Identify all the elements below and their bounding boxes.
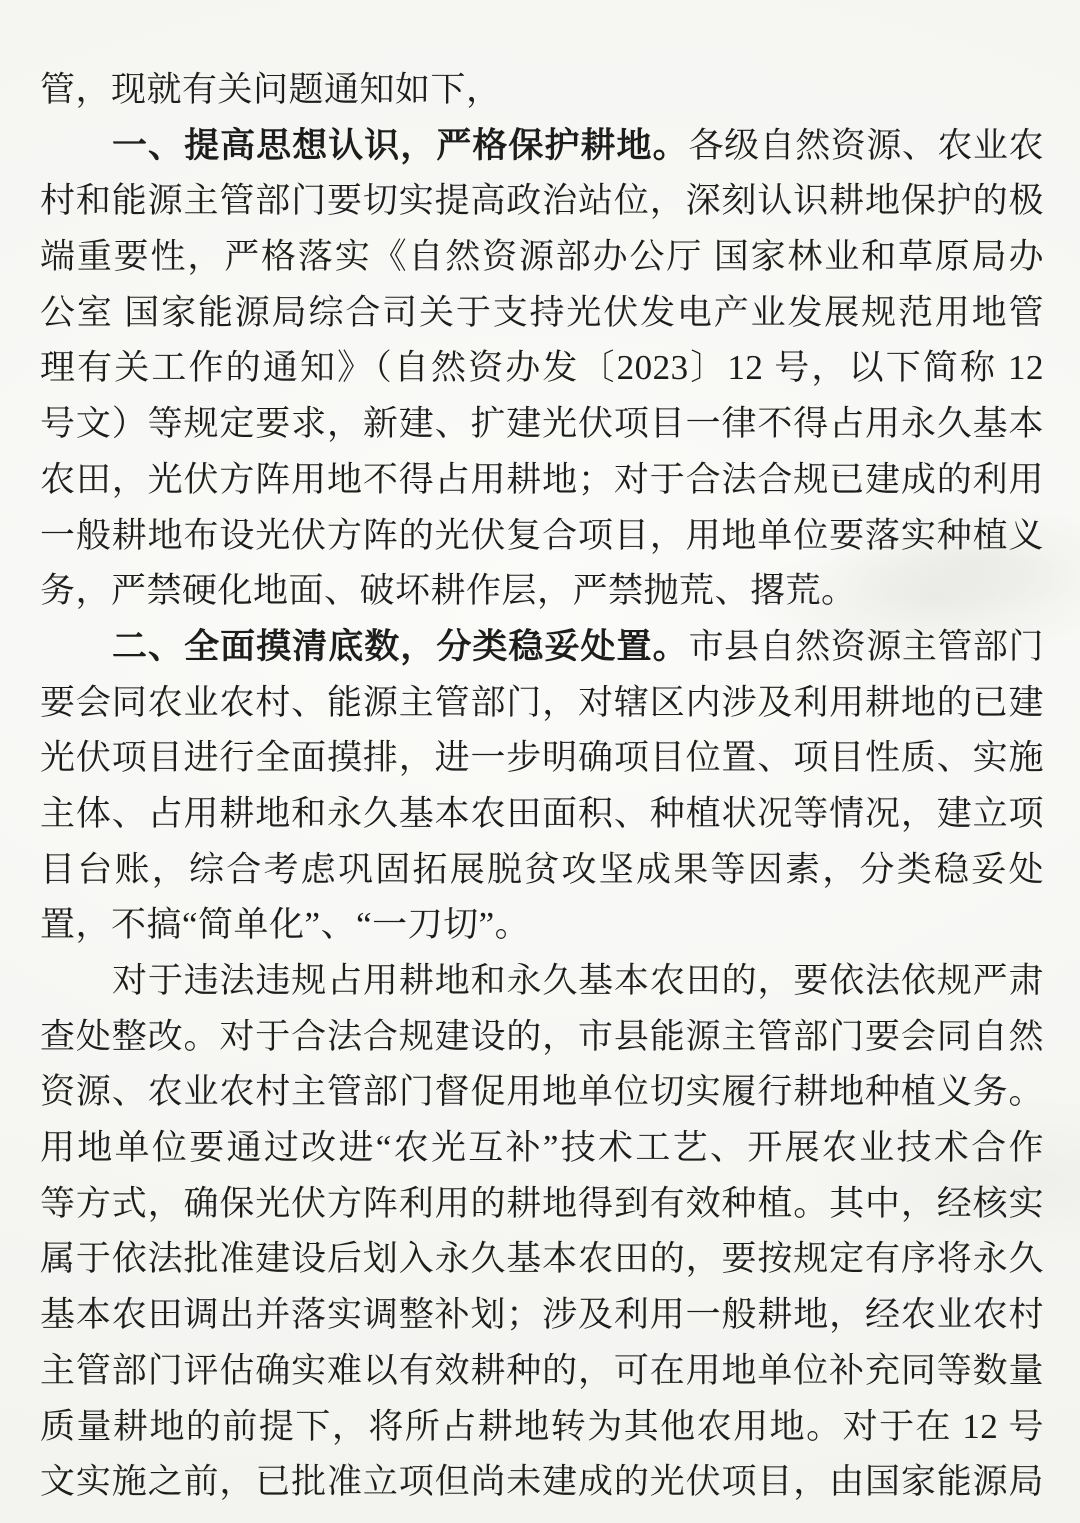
document-line — [40, 1343, 1044, 1399]
line-text: 一般耕地布设光伏方阵的光伏复合项目，用地单位要落实种植义 — [40, 515, 1044, 555]
line-text: 目台账，综合考虑巩固拓展脱贫攻坚成果等因素，分类稳妥处 — [40, 849, 1044, 889]
line-text: 市县自然资源主管部门 — [688, 626, 1044, 666]
section-1-heading: 一、提高思想认识，严格保护耕地。 — [112, 125, 689, 165]
document-line — [40, 508, 1044, 564]
line-text: 文实施之前，已批准立项但尚未建成的光伏项目，由国家能源局 — [40, 1462, 1044, 1502]
document-line — [40, 1287, 1044, 1343]
line-text: 务，严禁硬化地面、破坏耕作层，严禁抛荒、撂荒。 — [40, 571, 857, 611]
line-text: 号文）等规定要求，新建、扩建光伏项目一律不得占用永久基本 — [40, 404, 1044, 444]
line-text: 等方式，确保光伏方阵利用的耕地得到有效种植。其中，经核实 — [40, 1183, 1044, 1223]
line-text: 用地单位要通过改进“农光互补”技术工艺、开展农业技术合作 — [40, 1128, 1044, 1168]
document-line — [40, 675, 1044, 731]
line-text: 资源、农业农村主管部门督促用地单位切实履行耕地种植义务。 — [40, 1072, 1044, 1112]
document-line — [40, 786, 1044, 842]
document-line — [40, 1009, 1044, 1065]
line-text: 公室 国家能源局综合司关于支持光伏发电产业发展规范用地管 — [40, 292, 1044, 332]
line-text: 置，不搞“简单化”、“一刀切”。 — [40, 905, 531, 945]
document-line — [40, 452, 1044, 508]
line-text: 对于违法违规占用耕地和永久基本农田的，要依法依规严肃 — [112, 961, 1044, 1000]
document-line — [40, 1120, 1044, 1176]
line-text: 农田，光伏方阵用地不得占用耕地；对于合法合规已建成的利用 — [40, 459, 1044, 499]
line-text: 理有关工作的通知》（自然资办发〔2023〕12 号，以下简称 12 — [40, 348, 1044, 388]
document-line — [40, 1231, 1044, 1287]
document-line — [40, 396, 1044, 452]
document-line — [40, 563, 1044, 619]
line-text: 主管部门评估确实难以有效耕种的，可在用地单位补充同等数量 — [40, 1350, 1044, 1390]
document-line — [40, 118, 1044, 174]
document-line — [40, 730, 1044, 786]
line-text: 各级自然资源、农业农 — [688, 125, 1044, 165]
document-line — [40, 285, 1044, 341]
line-text: 主体、占用耕地和永久基本农田面积、种植状况等情况，建立项 — [40, 793, 1044, 833]
line-text: 村和能源主管部门要切实提高政治站位，深刻认识耕地保护的极 — [40, 181, 1044, 221]
document-line — [40, 897, 1044, 953]
line-text: 端重要性，严格落实《自然资源部办公厅 国家林业和草原局办 — [40, 237, 1044, 277]
document-line — [40, 340, 1044, 396]
section-2-heading: 二、全面摸清底数，分类稳妥处置。 — [112, 626, 689, 666]
line-text: 质量耕地的前提下，将所占耕地转为其他农用地。对于在 12 号 — [40, 1406, 1044, 1446]
document-line — [40, 1176, 1044, 1232]
document-line — [40, 173, 1044, 229]
line-text: 光伏项目进行全面摸排，进一步明确项目位置、项目性质、实施 — [40, 738, 1044, 778]
document-line — [40, 229, 1044, 285]
document-line — [40, 1399, 1044, 1455]
line-text: 管，现就有关问题通知如下， — [40, 70, 502, 109]
line-text: 查处整改。对于合法合规建设的，市县能源主管部门要会同自然 — [40, 1016, 1044, 1056]
document-line — [40, 1064, 1044, 1120]
line-text: 要会同农业农村、能源主管部门，对辖区内涉及利用耕地的已建 — [40, 682, 1044, 722]
document-line — [40, 842, 1044, 898]
line-text: 属于依法批准建设后划入永久基本农田的，要按规定有序将永久 — [40, 1239, 1044, 1279]
document-line — [40, 62, 1044, 118]
document-line — [40, 619, 1044, 675]
document-line — [40, 1454, 1044, 1510]
document-line — [40, 953, 1044, 1009]
line-text: 基本农田调出并落实调整补划；涉及利用一般耕地，经农业农村 — [40, 1295, 1044, 1335]
